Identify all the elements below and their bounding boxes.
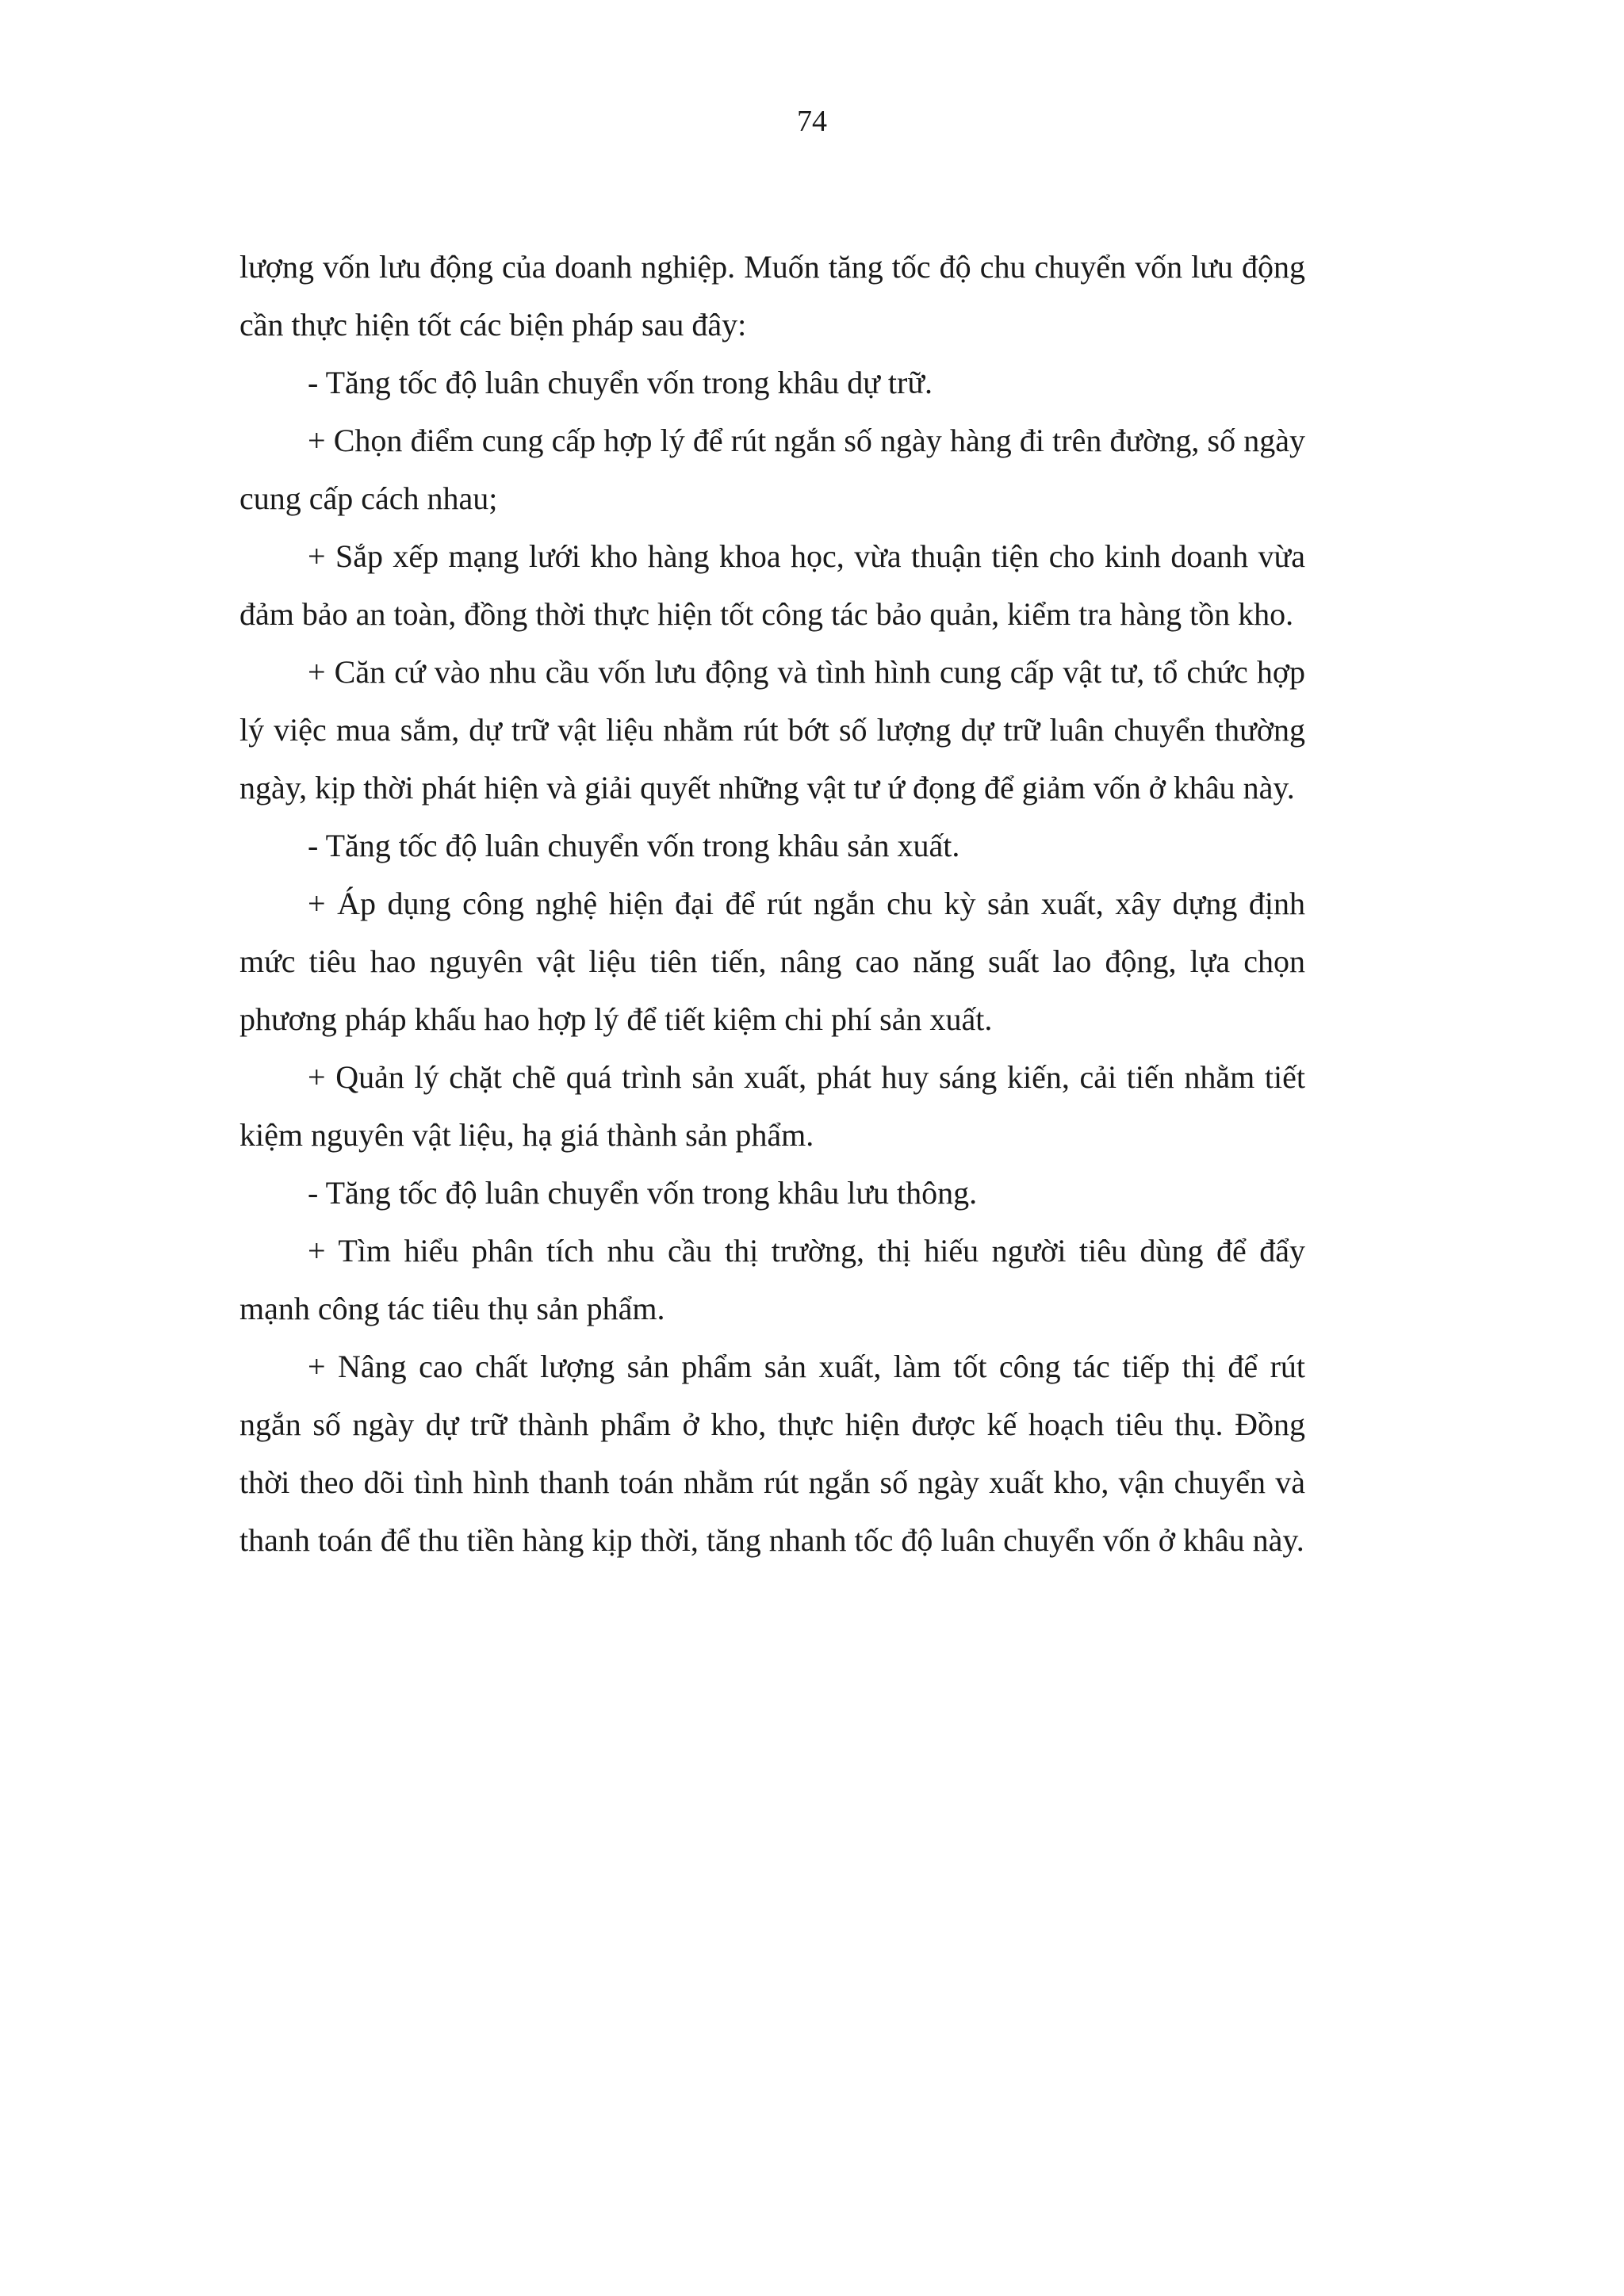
- paragraph: + Áp dụng công nghệ hiện đại để rút ngắn chu kỳ sản xuất, xây dựng định mức tiêu hao nguyên vật liệu tiên tiến, nâng cao năng suất lao động, lựa chọn phương pháp khấu hao hợp lý để tiết kiệm chi phí sản xuất.: [239, 886, 1305, 1037]
- paragraph: + Quản lý chặt chẽ quá trình sản xuất, phát huy sáng kiến, cải tiến nhằm tiết kiệm nguyên vật liệu, hạ giá thành sản phẩm.: [239, 1059, 1305, 1153]
- paragraph: + Tìm hiểu phân tích nhu cầu thị trường, thị hiếu người tiêu dùng để đẩy mạnh công tác tiêu thụ sản phẩm.: [239, 1233, 1305, 1326]
- paragraph: + Nâng cao chất lượng sản phẩm sản xuất, làm tốt công tác tiếp thị để rút ngắn số ngày dự trữ thành phẩm ở kho, thực hiện được kế hoạch tiêu thụ. Đồng thời theo dõi tình hình thanh toán nhằm rút ngắn số ngày xuất kho, vận chuyển và thanh toán để thu tiền hàng kịp thời, tăng nhanh tốc độ luân chuyển vốn ở khâu này.: [239, 1349, 1305, 1558]
- paragraph: - Tăng tốc độ luân chuyển vốn trong khâu lưu thông.: [308, 1175, 978, 1211]
- page-number: 74: [797, 105, 827, 138]
- page-body: [239, 238, 1305, 1569]
- paragraph: + Sắp xếp mạng lưới kho hàng khoa học, vừa thuận tiện cho kinh doanh vừa đảm bảo an toàn, đồng thời thực hiện tốt công tác bảo quản, kiểm tra hàng tồn kho.: [239, 538, 1305, 632]
- paragraph: lượng vốn lưu động của doanh nghiệp. Muốn tăng tốc độ chu chuyển vốn lưu động cần thực hiện tốt các biện pháp sau đây:: [239, 249, 1305, 342]
- paragraph: - Tăng tốc độ luân chuyển vốn trong khâu sản xuất.: [308, 828, 960, 863]
- paragraph: + Chọn điểm cung cấp hợp lý để rút ngắn số ngày hàng đi trên đường, số ngày cung cấp cách nhau;: [239, 423, 1305, 516]
- paragraph: - Tăng tốc độ luân chuyển vốn trong khâu dự trữ.: [308, 365, 933, 400]
- paragraph: + Căn cứ vào nhu cầu vốn lưu động và tình hình cung cấp vật tư, tổ chức hợp lý việc mua sắm, dự trữ vật liệu nhằm rút bớt số lượng dự trữ luân chuyển thường ngày, kịp thời phát hiện và giải quyết những vật tư ứ đọng để giảm vốn ở khâu này.: [239, 654, 1305, 806]
